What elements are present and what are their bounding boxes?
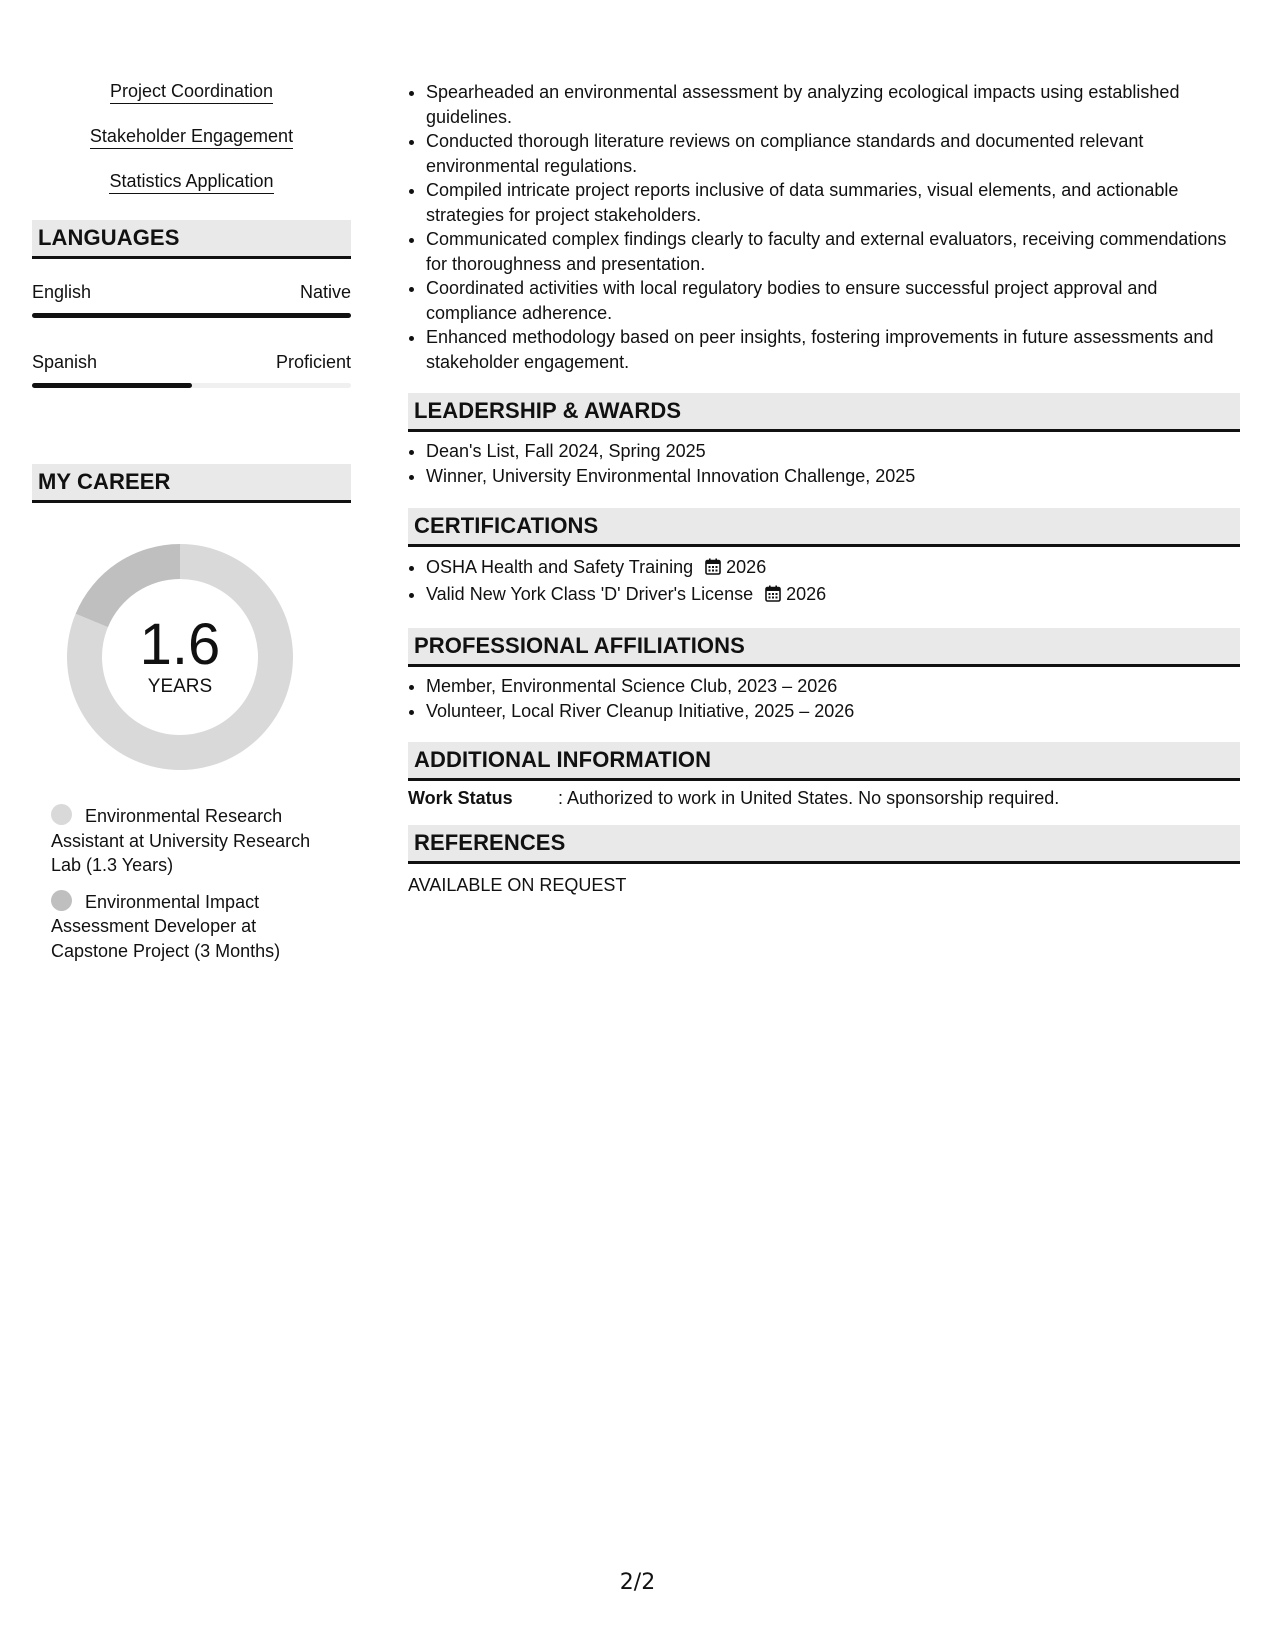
- language-proficiency-bar: [32, 383, 351, 388]
- language-level: Native: [299, 282, 351, 302]
- bullet-item: • Winner, University Environmental Innovation Challenge, 2025: [426, 464, 1240, 489]
- career-heading: MY CAREER: [32, 464, 351, 503]
- right-column: [408, 80, 1240, 897]
- legend-dot-icon: [51, 804, 72, 825]
- certification-item: • Valid New York Class 'D' Driver's License 2026: [426, 582, 1240, 609]
- bullet-item: • Compiled intricate project reports inclusive of data summaries, visual elements, and actionable strategies for project stakeholders.: [426, 178, 1240, 227]
- career-legend-item: Environmental Impact Assessment Developer at Capstone Project (3 Months): [51, 891, 281, 961]
- language-spanish: [32, 351, 351, 388]
- bullet-item: • Volunteer, Local River Cleanup Initiative, 2025 – 2026: [426, 699, 1240, 724]
- bullet-item: • Communicated complex findings clearly to faculty and external evaluators, receiving commendations for thoroughness and presentation.: [426, 227, 1240, 276]
- calendar-icon: [705, 557, 721, 582]
- bullet-item: • Conducted thorough literature reviews on compliance standards and documented relevant environmental regulations.: [426, 129, 1240, 178]
- bullet-item: • Member, Environmental Science Club, 2023 – 2026: [426, 674, 1240, 699]
- career-total-unit: YEARS: [147, 676, 213, 697]
- bullet-item: • Spearheaded an environmental assessment by analyzing ecological impacts using established guidelines.: [426, 80, 1240, 129]
- work-status-label: Work Status: [408, 788, 513, 808]
- bullet-item: • Coordinated activities with local regulatory bodies to ensure successful project approval and compliance adherence.: [426, 276, 1240, 325]
- bullet-item: • Dean's List, Fall 2024, Spring 2025: [426, 439, 1240, 464]
- career-legend: [32, 804, 351, 963]
- left-column: [32, 80, 351, 975]
- calendar-icon: [765, 584, 781, 609]
- additional-info-heading: ADDITIONAL INFORMATION: [408, 742, 1240, 781]
- legend-dot-icon: [51, 890, 72, 911]
- language-proficiency-bar: [32, 313, 351, 318]
- references-text: AVAILABLE ON REQUEST: [408, 875, 627, 895]
- references-heading: REFERENCES: [408, 825, 1240, 864]
- skill-item: Project Coordination: [32, 80, 351, 104]
- leadership-list: [408, 439, 1240, 488]
- certification-item: • OSHA Health and Safety Training 2026: [426, 555, 1240, 582]
- leadership-heading: LEADERSHIP & AWARDS: [408, 393, 1240, 432]
- experience-bullets: [408, 80, 1240, 374]
- career-donut-chart: [67, 544, 293, 770]
- affiliations-list: [408, 674, 1240, 723]
- career-legend-item: Environmental Research Assistant at University Research Lab (1.3 Years): [51, 806, 311, 875]
- language-name: Spanish: [32, 352, 98, 372]
- certifications-heading: CERTIFICATIONS: [408, 508, 1240, 547]
- skills-list: [32, 80, 351, 194]
- page-number: 2/2: [619, 1570, 656, 1595]
- languages-heading: LANGUAGES: [32, 220, 351, 259]
- affiliations-heading: PROFESSIONAL AFFILIATIONS: [408, 628, 1240, 667]
- certifications-list: [408, 555, 1240, 608]
- language-level: Proficient: [275, 352, 351, 372]
- language-proficiency-fill: [32, 383, 192, 388]
- language-english: [32, 281, 351, 318]
- work-status-value: : Authorized to work in United States. No sponsorship required.: [558, 788, 1060, 808]
- skill-item: Statistics Application: [32, 170, 351, 194]
- skill-item: Stakeholder Engagement: [32, 125, 351, 149]
- work-status-row: [408, 786, 1240, 810]
- language-name: English: [32, 282, 92, 302]
- language-proficiency-fill: [32, 313, 351, 318]
- bullet-item: • Enhanced methodology based on peer insights, fostering improvements in future assessments and stakeholder engagement.: [426, 325, 1240, 374]
- career-total-years: 1.6: [139, 612, 221, 677]
